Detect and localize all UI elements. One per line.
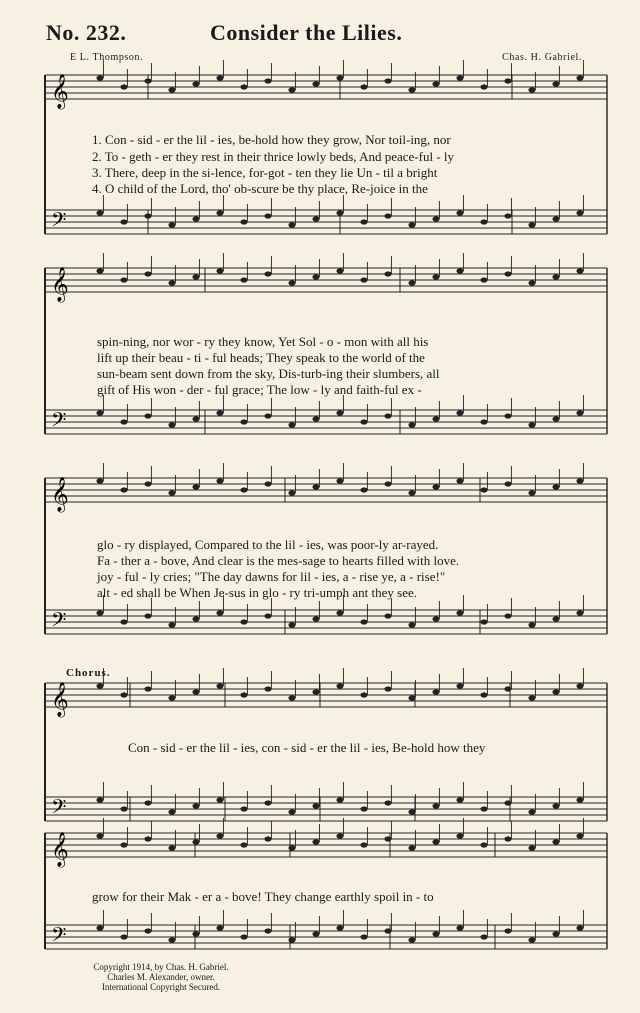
note-head [168,695,175,700]
note-head [504,481,511,486]
note-head [408,222,415,227]
note-head [96,683,103,688]
note-head [240,842,247,847]
note-head [456,610,463,615]
note-head [528,422,535,427]
note-head [288,280,295,285]
note-head [552,616,559,621]
note-head [576,797,583,802]
treble-clef-icon: 𝄞 [51,74,69,109]
note-head [336,478,343,483]
note-head [216,925,223,930]
note-head [384,613,391,618]
note-head [168,622,175,627]
copyright-line: Copyright 1914, by Chas. H. Gabriel. [93,962,229,972]
note-head [96,410,103,415]
note-head [168,490,175,495]
note-head [456,478,463,483]
note-head [384,836,391,841]
note-head [528,490,535,495]
note-head [384,481,391,486]
note-head [168,87,175,92]
note-head [432,216,439,221]
note-head [528,937,535,942]
note-head [264,928,271,933]
chorus-label: Chorus. [66,667,111,679]
note-head [216,268,223,273]
lyric-line: sun-beam sent down from the sky, Dis-turb-ing their slumbers, all [97,366,440,381]
note-head [216,410,223,415]
note-head [552,839,559,844]
note-head [408,937,415,942]
note-head [480,619,487,624]
note-head [144,413,151,418]
treble-clef-icon: 𝄞 [51,267,69,302]
note-head [240,219,247,224]
note-head [528,809,535,814]
note-head [312,616,319,621]
note-head [144,481,151,486]
note-head [360,934,367,939]
note-head [336,210,343,215]
lyric-line: joy - ful - ly cries; "The day dawns for lil - ies, a - rise ye, a - rise!" [97,569,446,584]
note-head [144,78,151,83]
note-head [552,803,559,808]
hymn-title: Consider the Lilies. [210,20,403,45]
note-head [120,277,127,282]
note-head [336,925,343,930]
note-head [336,833,343,838]
note-head [192,689,199,694]
note-head [120,419,127,424]
note-head [168,937,175,942]
note-head [552,689,559,694]
note-head [120,934,127,939]
note-head [384,213,391,218]
note-head [360,277,367,282]
note-head [144,271,151,276]
note-head [192,839,199,844]
lyric-line: 2. To - geth - er they rest in their thrice lowly beds, And peace-ful - ly [92,149,455,164]
note-head [192,416,199,421]
lyric-line: 4. O child of the Lord, tho' ob-scure be thy place, Re-joice in the [92,181,428,196]
lyric-line: grow for their Mak - er a - bove! They change earthly spoil in - to [92,889,434,904]
composer-credit: Chas. H. Gabriel. [502,52,582,63]
note-head [432,839,439,844]
note-head [96,610,103,615]
note-head [240,934,247,939]
note-head [168,280,175,285]
note-head [408,622,415,627]
note-head [480,934,487,939]
note-head [216,797,223,802]
note-head [240,619,247,624]
note-head [120,219,127,224]
treble-clef-icon: 𝄞 [51,832,69,867]
note-head [192,81,199,86]
note-head [504,413,511,418]
note-head [576,75,583,80]
note-head [432,484,439,489]
note-head [384,271,391,276]
note-head [576,478,583,483]
lyric-line: spin-ning, nor wor - ry they know, Yet Sol - o - mon with all his [97,334,429,349]
note-head [288,695,295,700]
note-head [96,478,103,483]
note-head [480,692,487,697]
note-head [504,800,511,805]
note-head [408,87,415,92]
note-head [408,695,415,700]
lyric-line: glo - ry displayed, Compared to the lil - ies, was poor-ly ar-rayed. [97,537,439,552]
note-head [384,928,391,933]
note-head [288,937,295,942]
bass-clef-icon: 𝄢 [51,923,67,951]
note-head [264,271,271,276]
note-head [480,806,487,811]
note-head [576,210,583,215]
note-head [240,806,247,811]
note-head [168,222,175,227]
note-head [480,419,487,424]
note-head [312,416,319,421]
bass-clef-icon: 𝄢 [51,208,67,236]
note-head [456,833,463,838]
note-head [456,410,463,415]
note-head [216,210,223,215]
note-head [312,839,319,844]
treble-clef-icon: 𝄞 [51,682,69,717]
note-head [264,481,271,486]
note-head [360,806,367,811]
note-head [264,413,271,418]
note-head [432,803,439,808]
note-head [528,222,535,227]
note-head [480,84,487,89]
note-head [264,686,271,691]
note-head [312,81,319,86]
note-head [216,833,223,838]
note-head [96,833,103,838]
note-head [120,842,127,847]
note-head [552,931,559,936]
note-head [288,87,295,92]
bass-clef-icon: 𝄢 [51,408,67,436]
note-head [432,274,439,279]
note-head [504,78,511,83]
note-head [264,836,271,841]
note-head [360,692,367,697]
note-head [264,213,271,218]
lyric-line: 3. There, deep in the si-lence, for-got - ten they lie Un - til a bright [92,165,438,180]
note-head [360,487,367,492]
lyric-line: gift of His won - der - ful grace; The low - ly and faith-ful ex - [97,382,422,397]
note-head [360,419,367,424]
note-head [408,422,415,427]
copyright-notice [66,962,256,992]
lyric-line: Fa - ther a - bove, And clear is the mes-sage to hearts filled with love. [97,553,460,568]
bass-clef-icon: 𝄢 [51,608,67,636]
note-head [528,87,535,92]
note-head [480,842,487,847]
note-head [120,806,127,811]
note-head [144,928,151,933]
lyric-line: alt - ed shall be When Je-sus in glo - ry tri-umph ant they see. [97,585,417,600]
note-head [456,210,463,215]
note-head [168,809,175,814]
note-head [336,797,343,802]
note-head [96,210,103,215]
note-head [144,686,151,691]
treble-clef-icon: 𝄞 [51,477,69,512]
note-head [288,845,295,850]
note-head [576,683,583,688]
note-head [192,216,199,221]
note-head [192,274,199,279]
lyric-line: lift up their beau - ti - ful heads; They speak to the world of the [97,350,425,365]
note-head [552,416,559,421]
note-head [576,268,583,273]
note-head [432,931,439,936]
note-head [192,616,199,621]
note-head [144,836,151,841]
note-head [264,800,271,805]
author-credit: E L. Thompson. [70,52,144,63]
note-head [408,490,415,495]
note-head [504,928,511,933]
note-head [456,75,463,80]
note-head [288,622,295,627]
note-head [96,75,103,80]
note-head [552,81,559,86]
note-head [384,686,391,691]
note-head [528,845,535,850]
note-head [576,833,583,838]
note-head [408,809,415,814]
note-head [336,268,343,273]
note-head [504,213,511,218]
note-head [120,487,127,492]
note-head [336,410,343,415]
note-head [192,484,199,489]
note-head [552,484,559,489]
note-head [360,219,367,224]
note-head [96,268,103,273]
note-head [336,683,343,688]
note-head [96,925,103,930]
note-head [360,842,367,847]
note-head [576,610,583,615]
note-head [240,692,247,697]
note-head [528,280,535,285]
note-head [216,610,223,615]
copyright-line: International Copyright Secured. [101,982,221,992]
note-head [168,845,175,850]
lyric-line: 1. Con - sid - er the lil - ies, be-hold how they grow, Nor toil-ing, nor [92,132,451,147]
note-head [504,686,511,691]
note-head [576,925,583,930]
note-head [480,219,487,224]
note-head [504,836,511,841]
hymn-number: No. 232. [46,20,127,45]
note-head [480,277,487,282]
note-head [504,613,511,618]
note-head [192,931,199,936]
note-head [240,419,247,424]
copyright-line: Charles M. Alexander, owner. [107,972,215,982]
note-head [216,478,223,483]
note-head [336,75,343,80]
note-head [528,695,535,700]
note-head [360,84,367,89]
note-head [528,622,535,627]
lyric-line: Con - sid - er the lil - ies, con - sid - er the lil - ies, Be-hold how they [128,740,486,755]
note-head [312,689,319,694]
note-head [432,689,439,694]
note-head [192,803,199,808]
note-head [384,800,391,805]
note-head [264,613,271,618]
bass-clef-icon: 𝄢 [51,795,67,823]
note-head [456,925,463,930]
note-head [504,271,511,276]
note-head [216,683,223,688]
note-head [216,75,223,80]
note-head [240,277,247,282]
note-head [144,613,151,618]
note-head [408,845,415,850]
note-head [432,81,439,86]
note-head [312,484,319,489]
note-head [456,268,463,273]
note-head [288,222,295,227]
note-head [312,216,319,221]
note-head [120,619,127,624]
note-head [432,416,439,421]
note-head [120,692,127,697]
note-head [552,216,559,221]
note-head [312,931,319,936]
note-head [456,683,463,688]
note-head [480,487,487,492]
note-head [144,800,151,805]
note-head [360,619,367,624]
note-head [576,410,583,415]
note-head [288,809,295,814]
note-head [552,274,559,279]
note-head [384,413,391,418]
note-head [240,487,247,492]
note-head [144,213,151,218]
note-head [120,84,127,89]
note-head [288,490,295,495]
note-head [408,280,415,285]
note-head [288,422,295,427]
note-head [432,616,439,621]
note-head [336,610,343,615]
note-head [168,422,175,427]
note-head [96,797,103,802]
note-head [312,803,319,808]
note-head [240,84,247,89]
note-head [456,797,463,802]
note-head [384,78,391,83]
note-head [264,78,271,83]
note-head [312,274,319,279]
